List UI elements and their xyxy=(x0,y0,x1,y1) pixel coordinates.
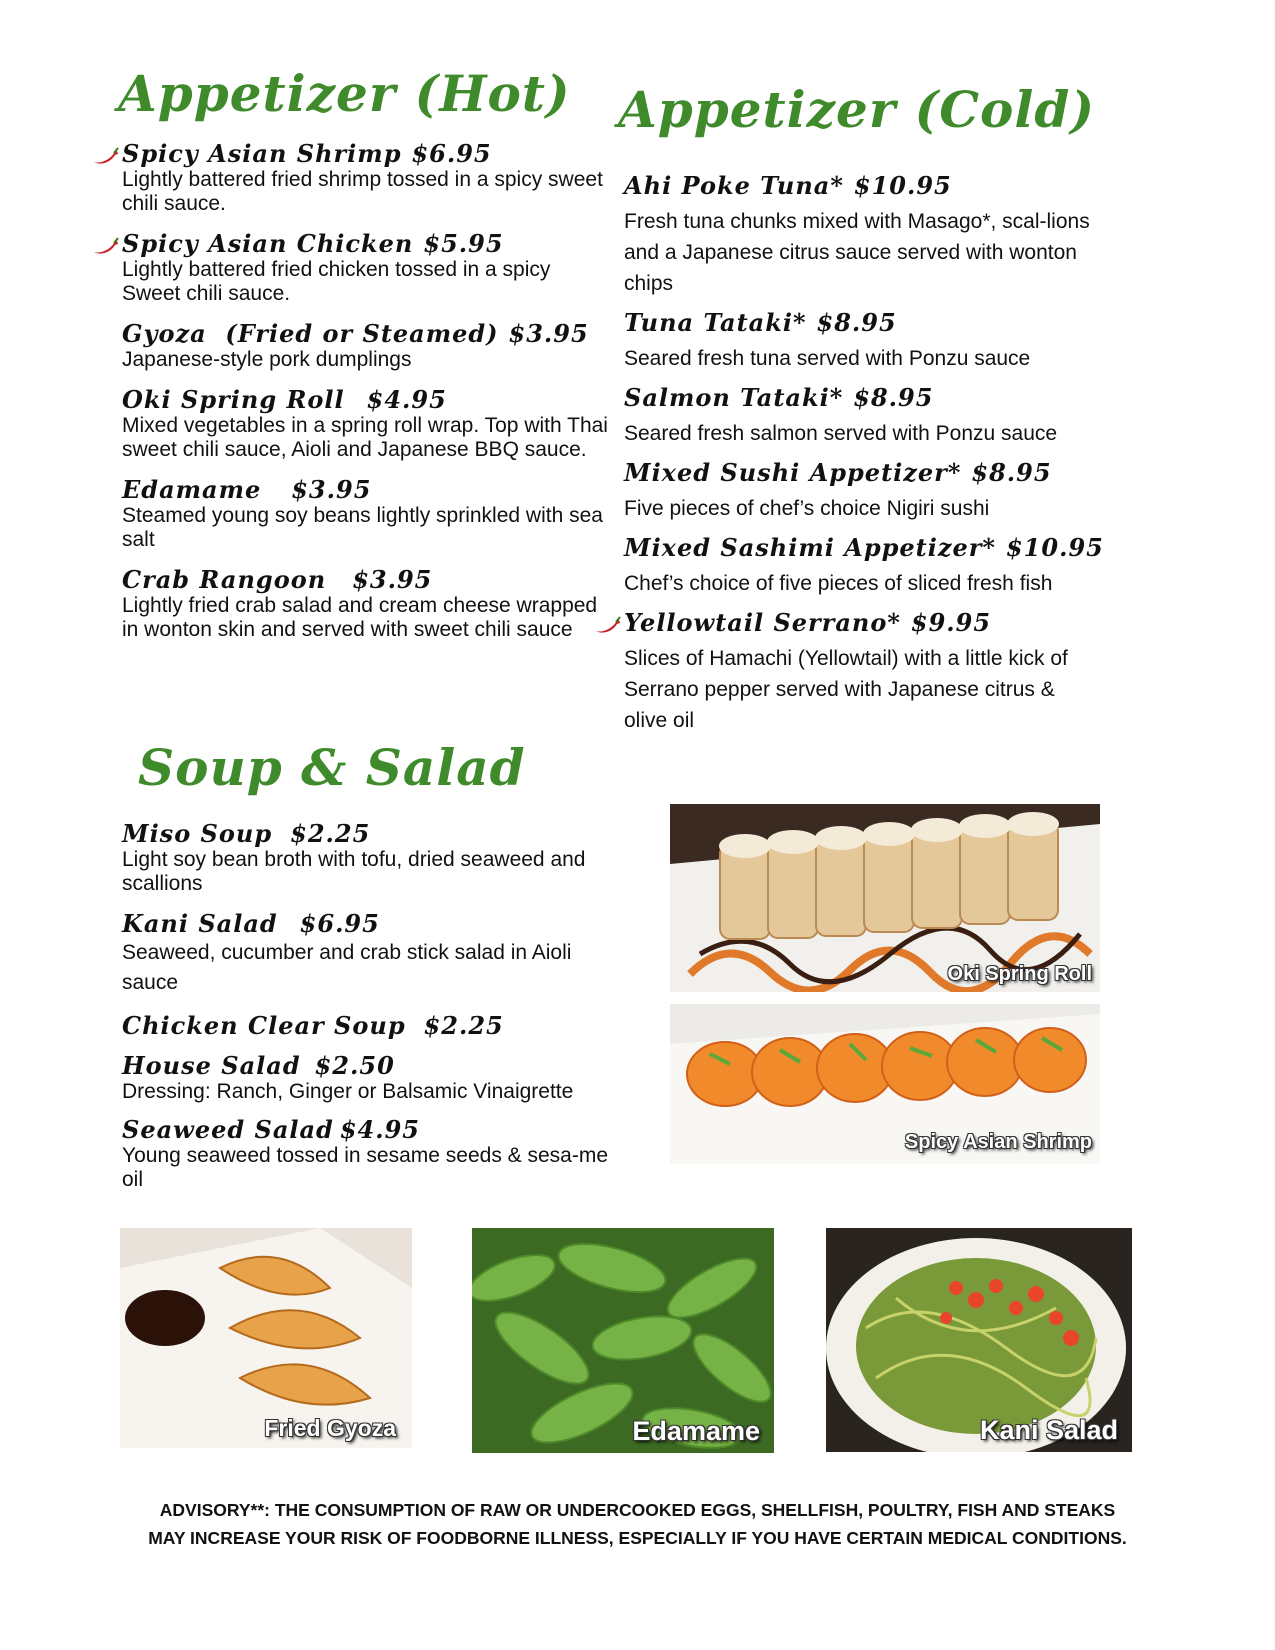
item-title xyxy=(122,140,612,168)
item-price: $8.95 xyxy=(853,383,934,412)
advisory-line-2: MAY INCREASE YOUR RISK OF FOODBORNE ILLNESS, ESPECIALLY IF YOU HAVE CERTAIN MEDICAL CONDITIONS. xyxy=(148,1528,1127,1548)
item-name: Spicy Asian Shrimp xyxy=(122,139,402,168)
fried-gyoza-photo xyxy=(120,1228,412,1448)
menu-item-seaweed-salad xyxy=(122,1116,632,1192)
menu-item-miso-soup xyxy=(122,820,632,896)
item-description: Chef’s choice of five pieces of sliced fresh fish xyxy=(624,572,1053,595)
menu-item-crab-rangoon xyxy=(122,566,612,642)
item-name: Crab Rangoon xyxy=(122,565,327,594)
item-title xyxy=(122,910,632,938)
item-name: Ahi Poke Tuna* xyxy=(624,171,844,200)
item-name: Mixed Sushi Appetizer* xyxy=(624,458,962,487)
item-price: $4.95 xyxy=(339,1115,420,1144)
photo-caption: Spicy Asian Shrimp xyxy=(904,1131,1092,1153)
item-price: $5.95 xyxy=(423,229,504,258)
item-price: $2.25 xyxy=(290,819,371,848)
item-description: Mixed vegetables in a spring roll wrap. Top with Thai sweet chili sauce, Aioli and Japanese BBQ sauce. xyxy=(122,414,608,461)
chili-pepper-icon xyxy=(594,615,622,635)
item-price: $2.25 xyxy=(423,1011,504,1040)
item-price: $9.95 xyxy=(910,608,992,637)
menu-item-yellowtail-serrano xyxy=(624,609,1094,736)
oki-spring-roll-photo xyxy=(670,804,1100,992)
item-name: Mixed Sashimi Appetizer* xyxy=(624,533,996,562)
item-title xyxy=(624,309,1094,337)
menu-item-ahi-poke-tuna xyxy=(624,172,1094,299)
item-price: $2.50 xyxy=(314,1051,395,1080)
menu-item-edamame xyxy=(122,476,612,552)
item-name: Miso Soup xyxy=(122,819,273,848)
item-description: Seared fresh salmon served with Ponzu sauce xyxy=(624,422,1058,445)
item-description: Slices of Hamachi (Yellowtail) with a little kick of Serrano pepper served with Japanese citrus & olive oil xyxy=(624,647,1068,732)
food-safety-advisory xyxy=(0,1496,1275,1552)
item-price: $3.95 xyxy=(291,475,372,504)
item-title xyxy=(122,386,612,414)
item-description: Lightly fried crab salad and cream cheese wrapped in wonton skin and served with sweet chili sauce xyxy=(122,594,598,641)
item-price: $4.95 xyxy=(366,385,447,414)
menu-item-oki-spring-roll xyxy=(122,386,612,462)
hot-appetizer-heading: Appetizer (Hot) xyxy=(118,64,571,123)
kani-salad-photo xyxy=(826,1228,1132,1452)
item-name: Kani Salad xyxy=(122,909,278,938)
item-name: Gyoza (Fried or Steamed) xyxy=(122,319,499,348)
menu-item-spicy-asian-chicken xyxy=(122,230,612,306)
menu-item-chicken-clear-soup xyxy=(122,1012,632,1040)
item-name: Edamame xyxy=(122,475,262,504)
item-title xyxy=(624,384,1094,412)
item-name: House Salad xyxy=(122,1051,301,1080)
cold-appetizer-list xyxy=(624,171,1104,736)
chili-pepper-icon xyxy=(92,146,120,166)
soup-salad-heading: Soup & Salad xyxy=(138,738,526,797)
item-name: Salmon Tataki* xyxy=(624,383,844,412)
item-title xyxy=(122,476,612,504)
item-title xyxy=(624,172,1094,200)
photo-caption: Fried Gyoza xyxy=(264,1415,396,1441)
item-price: $6.95 xyxy=(299,909,380,938)
item-price: $10.95 xyxy=(853,171,952,200)
item-price: $8.95 xyxy=(816,308,897,337)
menu-item-tuna-tataki xyxy=(624,309,1094,374)
item-title xyxy=(122,320,612,348)
item-description: Seaweed, cucumber and crab stick salad in Aioli sauce xyxy=(122,941,572,994)
item-title xyxy=(624,459,1094,487)
item-price: $10.95 xyxy=(1005,533,1104,562)
item-description: Lightly battered fried shrimp tossed in a spicy sweet chili sauce. xyxy=(122,168,603,215)
menu-item-kani-salad xyxy=(122,910,632,998)
item-description: Five pieces of chef’s choice Nigiri sushi xyxy=(624,497,990,520)
item-name: Yellowtail Serrano* xyxy=(624,608,901,637)
item-name: Chicken Clear Soup xyxy=(122,1011,406,1040)
item-description: Dressing: Ranch, Ginger or Balsamic Vinaigrette xyxy=(122,1080,574,1103)
item-description: Lightly battered fried chicken tossed in a spicy Sweet chili sauce. xyxy=(122,258,551,305)
photo-caption: Oki Spring Roll xyxy=(947,963,1092,985)
menu-item-gyoza xyxy=(122,320,612,372)
photo-caption: Kani Salad xyxy=(979,1415,1118,1445)
item-title xyxy=(122,1116,632,1144)
item-description: Steamed young soy beans lightly sprinkled with sea salt xyxy=(122,504,603,551)
spicy-asian-shrimp-photo xyxy=(670,1004,1100,1164)
advisory-line-1: ADVISORY**: THE CONSUMPTION OF RAW OR UNDERCOOKED EGGS, SHELLFISH, POULTRY, FISH AND STEAKS xyxy=(159,1500,1116,1520)
item-price: $6.95 xyxy=(411,139,492,168)
item-title xyxy=(122,1012,632,1040)
item-title xyxy=(122,566,612,594)
hot-appetizer-list xyxy=(122,140,612,642)
item-name: Seaweed Salad xyxy=(122,1115,334,1144)
photo-caption: Edamame xyxy=(632,1416,760,1446)
item-name: Spicy Asian Chicken xyxy=(122,229,414,258)
menu-item-spicy-asian-shrimp xyxy=(122,140,612,216)
item-title xyxy=(624,533,1104,562)
soup-salad-list xyxy=(122,820,632,1192)
item-title xyxy=(122,1052,632,1080)
item-description: Young seaweed tossed in sesame seeds & sesa-me oil xyxy=(122,1144,609,1191)
item-price: $3.95 xyxy=(352,565,433,594)
item-title xyxy=(122,820,632,848)
edamame-photo xyxy=(472,1228,774,1453)
menu-item-salmon-tataki xyxy=(624,384,1094,449)
item-name: Tuna Tataki* xyxy=(624,308,807,337)
item-description: Seared fresh tuna served with Ponzu sauce xyxy=(624,347,1031,370)
chili-pepper-icon xyxy=(92,236,120,256)
item-price: $8.95 xyxy=(971,458,1052,487)
item-name: Oki Spring Roll xyxy=(122,385,345,414)
item-description: Fresh tuna chunks mixed with Masago*, scal-lions and a Japanese citrus sauce served with wonton chips xyxy=(624,210,1090,295)
item-price: $3.95 xyxy=(508,319,589,348)
menu-item-mixed-sushi-appetizer xyxy=(624,459,1094,524)
menu-item-mixed-sashimi-appetizer xyxy=(624,533,1104,599)
item-description: Japanese-style pork dumplings xyxy=(122,348,412,371)
item-description: Light soy bean broth with tofu, dried seaweed and scallions xyxy=(122,848,586,895)
item-title xyxy=(624,609,1094,637)
cold-appetizer-heading: Appetizer (Cold) xyxy=(618,80,1095,139)
item-title xyxy=(122,230,612,258)
menu-item-house-salad xyxy=(122,1052,632,1104)
